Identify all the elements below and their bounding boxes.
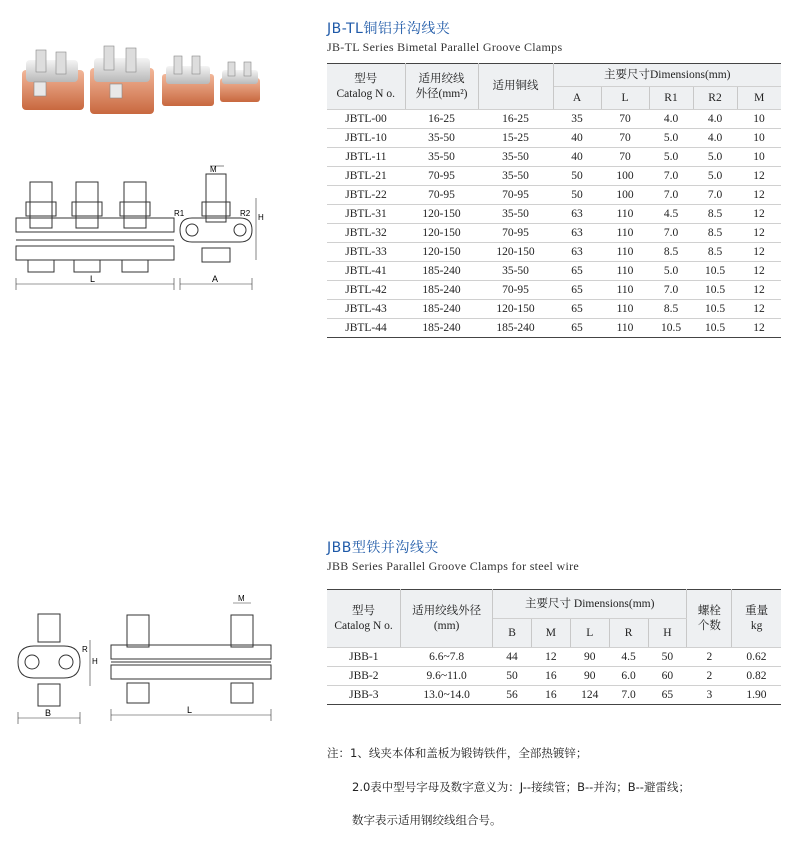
table-cell: 100 [601, 186, 649, 205]
table-cell: 8.5 [649, 243, 693, 262]
header-col-l: L [601, 87, 649, 110]
table-cell: 7.0 [649, 167, 693, 186]
table-cell: 185-240 [478, 319, 553, 338]
jbb-side-drawing [10, 600, 100, 725]
table-cell: 185-240 [405, 281, 478, 300]
label-h2: H [92, 657, 98, 666]
clamp-photo-2 [90, 46, 154, 114]
table-cell: 40 [553, 148, 601, 167]
table-cell: 185-240 [405, 319, 478, 338]
table-cell: 6.0 [609, 667, 648, 686]
table-cell: 5.0 [693, 167, 737, 186]
table-cell: 110 [601, 205, 649, 224]
label-l2: L [187, 705, 193, 715]
table-row [327, 300, 781, 319]
table-cell: JBB-1 [327, 648, 401, 667]
table-cell: 16-25 [478, 110, 553, 129]
header-col-l: L [570, 619, 609, 648]
table-row [327, 186, 781, 205]
header-strand-l2: 外径(mm²) [415, 87, 468, 100]
table-cell: 110 [601, 300, 649, 319]
table-cell: 12 [737, 186, 781, 205]
section2-subtitle: JBB Series Parallel Groove Clamps for steel wire [327, 559, 580, 573]
table-cell: JBB-2 [327, 667, 401, 686]
table-cell: 65 [553, 319, 601, 338]
table-cell: 110 [601, 281, 649, 300]
table-cell: 10.5 [693, 300, 737, 319]
table-cell: 3 [687, 686, 732, 705]
table-cell: 90 [570, 667, 609, 686]
table-cell: 50 [493, 667, 532, 686]
table-cell: 2 [687, 648, 732, 667]
table-cell: 63 [553, 224, 601, 243]
table-cell: 50 [553, 186, 601, 205]
jbb-spec-table [327, 589, 781, 705]
table-cell: 100 [601, 167, 649, 186]
table-cell: 120-150 [478, 243, 553, 262]
table-cell: 35-50 [478, 148, 553, 167]
table-cell: 120-150 [405, 205, 478, 224]
section2-title: JBB型铁并沟线夹 [327, 540, 439, 556]
table-row [327, 224, 781, 243]
table-cell: 4.0 [693, 110, 737, 129]
table-cell: 5.0 [693, 148, 737, 167]
header-col-h: H [648, 619, 687, 648]
header-dims: 主要尺寸Dimensions(mm) [553, 64, 781, 87]
table-cell: 65 [553, 300, 601, 319]
table-header-row [327, 590, 781, 619]
table-row [327, 167, 781, 186]
table-row [327, 319, 781, 338]
table-cell: JBTL-32 [327, 224, 405, 243]
clamp-photo-4 [220, 62, 260, 102]
table-cell: 4.0 [693, 129, 737, 148]
header-col-r: R [609, 619, 648, 648]
table-cell: 15-25 [478, 129, 553, 148]
header-weight [732, 590, 781, 648]
table-cell: 50 [553, 167, 601, 186]
section1-title: JB-TL铜铝并沟线夹 [327, 21, 451, 37]
table-cell: JBB-3 [327, 686, 401, 705]
header-dims: 主要尺寸 Dimensions(mm) [493, 590, 687, 619]
table-cell: 65 [553, 281, 601, 300]
label-a: A [212, 274, 219, 284]
table-cell: 110 [601, 262, 649, 281]
header-catalog-cn: 型号 [352, 604, 376, 617]
label-h: H [258, 213, 264, 222]
clamp-photo-3 [162, 56, 214, 106]
table-cell: 8.5 [693, 224, 737, 243]
table-cell: 12 [737, 224, 781, 243]
table-cell: 12 [737, 300, 781, 319]
table-cell: 10 [737, 129, 781, 148]
table-cell: 6.6~7.8 [401, 648, 493, 667]
table-cell: JBTL-42 [327, 281, 405, 300]
table-cell: 44 [493, 648, 532, 667]
table-cell: 70 [601, 148, 649, 167]
note-line-2: 2.0表中型号字母及数字意义为：J--接续管；B--并沟；B--避雷线； [352, 780, 690, 794]
header-copper: 适用铜线 [478, 64, 553, 110]
product-photo [10, 40, 300, 130]
table-cell: 5.0 [649, 262, 693, 281]
clamp-photo-1 [22, 50, 84, 110]
table-cell: 12 [737, 281, 781, 300]
header-catalog-en: Catalog N o. [336, 87, 395, 100]
header-strand-l1: 适用绞线 [418, 72, 465, 85]
header-col-m: M [531, 619, 570, 648]
table-cell: 110 [601, 243, 649, 262]
table-cell: 8.5 [693, 205, 737, 224]
table-cell: 12 [737, 243, 781, 262]
header-bolts-l1: 螺栓 [697, 604, 721, 617]
table-cell: 120-150 [405, 224, 478, 243]
table-cell: 70 [601, 110, 649, 129]
jbtl-spec-table [327, 63, 781, 338]
table-cell: 0.82 [732, 667, 781, 686]
label-l: L [90, 274, 96, 284]
table-cell: 2 [687, 667, 732, 686]
note-line-3: 数字表示适用钢绞线组合号。 [352, 813, 502, 827]
table-cell: JBTL-41 [327, 262, 405, 281]
table-row [327, 148, 781, 167]
header-weight-l1: 重量 [745, 604, 769, 617]
table-cell: 9.6~11.0 [401, 667, 493, 686]
table-cell: 35-50 [478, 167, 553, 186]
table-header-row [327, 64, 781, 87]
header-bolts [687, 590, 732, 648]
table-cell: 12 [737, 167, 781, 186]
table-cell: 35-50 [478, 262, 553, 281]
table-cell: 10.5 [693, 262, 737, 281]
table-cell: 50 [648, 648, 687, 667]
header-strand [401, 590, 493, 648]
table-cell: 90 [570, 648, 609, 667]
table-cell: 70-95 [478, 224, 553, 243]
table-cell: 70-95 [405, 186, 478, 205]
table-row [327, 262, 781, 281]
table-cell: JBTL-43 [327, 300, 405, 319]
table-cell: 16 [531, 667, 570, 686]
table-cell: 8.5 [693, 243, 737, 262]
table-cell: 5.0 [649, 129, 693, 148]
table-cell: JBTL-22 [327, 186, 405, 205]
table-cell: 63 [553, 205, 601, 224]
table-row [327, 129, 781, 148]
table-cell: 70-95 [478, 186, 553, 205]
table-cell: 4.5 [649, 205, 693, 224]
table-cell: 7.0 [649, 186, 693, 205]
table-cell: 12 [737, 205, 781, 224]
table-cell: 60 [648, 667, 687, 686]
table-cell: 12 [531, 648, 570, 667]
section1-subtitle: JB-TL Series Bimetal Parallel Groove Clamps [327, 40, 563, 54]
table-cell: 124 [570, 686, 609, 705]
table-cell: 10 [737, 110, 781, 129]
note-line-1: 注：1、线夹本体和盖板为锻铸铁件，全部热镀锌； [327, 746, 588, 760]
table-cell: 70-95 [478, 281, 553, 300]
table-cell: 35-50 [478, 205, 553, 224]
table-cell: 0.62 [732, 648, 781, 667]
table-cell: 7.0 [649, 281, 693, 300]
table-row [327, 667, 781, 686]
label-r2: R2 [240, 209, 251, 218]
table-cell: 70-95 [405, 167, 478, 186]
label-m2: M [238, 595, 245, 603]
table-cell: 4.0 [649, 110, 693, 129]
table-row [327, 281, 781, 300]
table-cell: 10.5 [693, 319, 737, 338]
table-cell: 10.5 [649, 319, 693, 338]
table-cell: 70 [601, 129, 649, 148]
table-cell: JBTL-00 [327, 110, 405, 129]
table-cell: 120-150 [478, 300, 553, 319]
table-cell: JBTL-33 [327, 243, 405, 262]
table-cell: 12 [737, 262, 781, 281]
table-cell: 16 [531, 686, 570, 705]
table-cell: 35-50 [405, 148, 478, 167]
header-col-b: B [493, 619, 532, 648]
header-catalog-en: Catalog N o. [334, 619, 393, 632]
table-cell: 5.0 [649, 148, 693, 167]
table-cell: JBTL-21 [327, 167, 405, 186]
table-cell: 185-240 [405, 300, 478, 319]
table-row [327, 205, 781, 224]
header-catalog-cn: 型号 [354, 72, 378, 85]
table-cell: 35 [553, 110, 601, 129]
header-strand-l1: 适用绞线外径 [412, 604, 482, 617]
header-strand [405, 64, 478, 110]
table-cell: 7.0 [649, 224, 693, 243]
table-row [327, 110, 781, 129]
table-cell: 8.5 [649, 300, 693, 319]
jbtl-front-drawing [8, 160, 183, 295]
table-cell: 4.5 [609, 648, 648, 667]
label-m: M [210, 165, 217, 174]
header-col-r2: R2 [693, 87, 737, 110]
table-cell: 35-50 [405, 129, 478, 148]
table-cell: 65 [648, 686, 687, 705]
table-cell: 10 [737, 148, 781, 167]
table-cell: JBTL-11 [327, 148, 405, 167]
header-col-m: M [737, 87, 781, 110]
table-row [327, 243, 781, 262]
table-cell: 1.90 [732, 686, 781, 705]
header-col-r1: R1 [649, 87, 693, 110]
table-cell: 110 [601, 224, 649, 243]
header-col-a: A [553, 87, 601, 110]
table-cell: 13.0~14.0 [401, 686, 493, 705]
table-cell: 185-240 [405, 262, 478, 281]
table-cell: 7.0 [609, 686, 648, 705]
jbb-front-drawing [105, 595, 280, 725]
table-cell: 65 [553, 262, 601, 281]
jbtl-side-drawing [170, 160, 270, 295]
table-cell: 63 [553, 243, 601, 262]
table-cell: 40 [553, 129, 601, 148]
header-catalog [327, 64, 405, 110]
header-bolts-l2: 个数 [697, 619, 721, 632]
table-cell: 7.0 [693, 186, 737, 205]
table-cell: 10.5 [693, 281, 737, 300]
table-row [327, 686, 781, 705]
table-row [327, 648, 781, 667]
table-cell: JBTL-31 [327, 205, 405, 224]
header-weight-l2: kg [750, 619, 763, 632]
label-b: B [45, 708, 52, 718]
table-cell: 110 [601, 319, 649, 338]
header-strand-l2: (mm) [433, 619, 460, 632]
label-r: R [82, 645, 88, 654]
header-catalog [327, 590, 401, 648]
table-cell: 120-150 [405, 243, 478, 262]
label-r1: R1 [174, 209, 185, 218]
table-cell: 12 [737, 319, 781, 338]
table-cell: 16-25 [405, 110, 478, 129]
table-cell: JBTL-44 [327, 319, 405, 338]
table-cell: JBTL-10 [327, 129, 405, 148]
table-cell: 56 [493, 686, 532, 705]
